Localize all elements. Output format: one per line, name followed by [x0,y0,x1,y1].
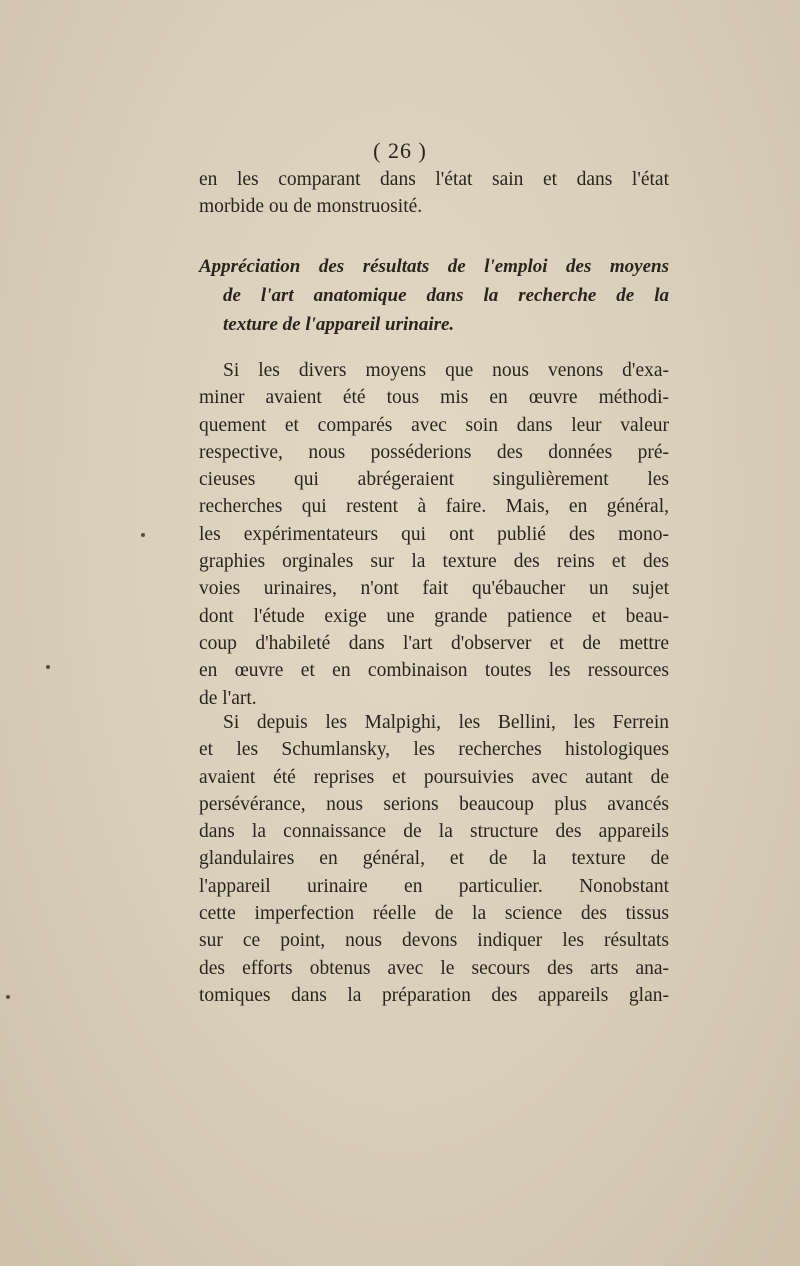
text-line: graphies orginales sur la texture des reins et des [199,551,669,573]
text-line: miner avaient été tous mis en œuvre méthodi- [199,387,669,409]
text-line: et les Schumlansky, les recherches histologiques [199,739,669,761]
text-line: des efforts obtenus avec le secours des arts ana- [199,957,669,979]
text-line: Si les divers moyens que nous venons d'exa- [223,360,669,381]
text-line: glandulaires en général, et de la texture de [199,848,669,870]
text-line: voies urinaires, n'ont fait qu'ébaucher un sujet [199,578,669,600]
text-line: en œuvre et en combinaison toutes les ressources [199,660,669,682]
text-line: dans la connaissance de la structure des appareils [199,821,669,843]
heading-line: texture de l'appareil urinaire. [223,314,455,335]
section-heading [199,252,669,339]
text-line: Si depuis les Malpighi, les Bellini, les Ferrein [223,712,669,733]
heading-line: de l'art anatomique dans la recherche de la [223,285,669,306]
text-line: l'appareil urinaire en particulier. Nonobstant [199,875,669,897]
paragraph-1 [199,357,669,712]
paragraph-2 [199,709,669,1009]
text-line: en les comparant dans l'état sain et dans l'état [199,169,669,190]
text-line: dont l'étude exige une grande patience et beau- [199,605,669,627]
text-line: de l'art. [199,687,257,709]
text-line: persévérance, nous serions beaucoup plus avancés [199,793,669,815]
text-line: coup d'habileté dans l'art d'observer et de mettre [199,632,669,654]
text-line: les expérimentateurs qui ont publié des mono- [199,523,669,545]
text-line: morbide ou de monstruosité. [199,196,423,218]
text-line: tomiques dans la préparation des appareils glan- [199,984,669,1006]
text-line: cette imperfection réelle de la science des tissus [199,903,669,925]
intro-text [199,166,669,221]
text-line: respective, nous posséderions des données pré- [199,441,669,463]
text-line: cieuses qui abrégeraient singulièrement les [199,469,669,491]
paper-speck [46,665,50,669]
page-number: ( 26 ) [373,138,427,163]
paper-speck [6,995,10,999]
heading-line: Appréciation des résultats de l'emploi des moyens [199,256,669,277]
paper-speck [141,533,145,537]
text-line: sur ce point, nous devons indiquer les résultats [199,930,669,952]
text-line: quement et comparés avec soin dans leur valeur [199,414,669,436]
text-line: avaient été reprises et poursuivies avec autant de [199,766,669,788]
text-line: recherches qui restent à faire. Mais, en général, [199,496,669,518]
